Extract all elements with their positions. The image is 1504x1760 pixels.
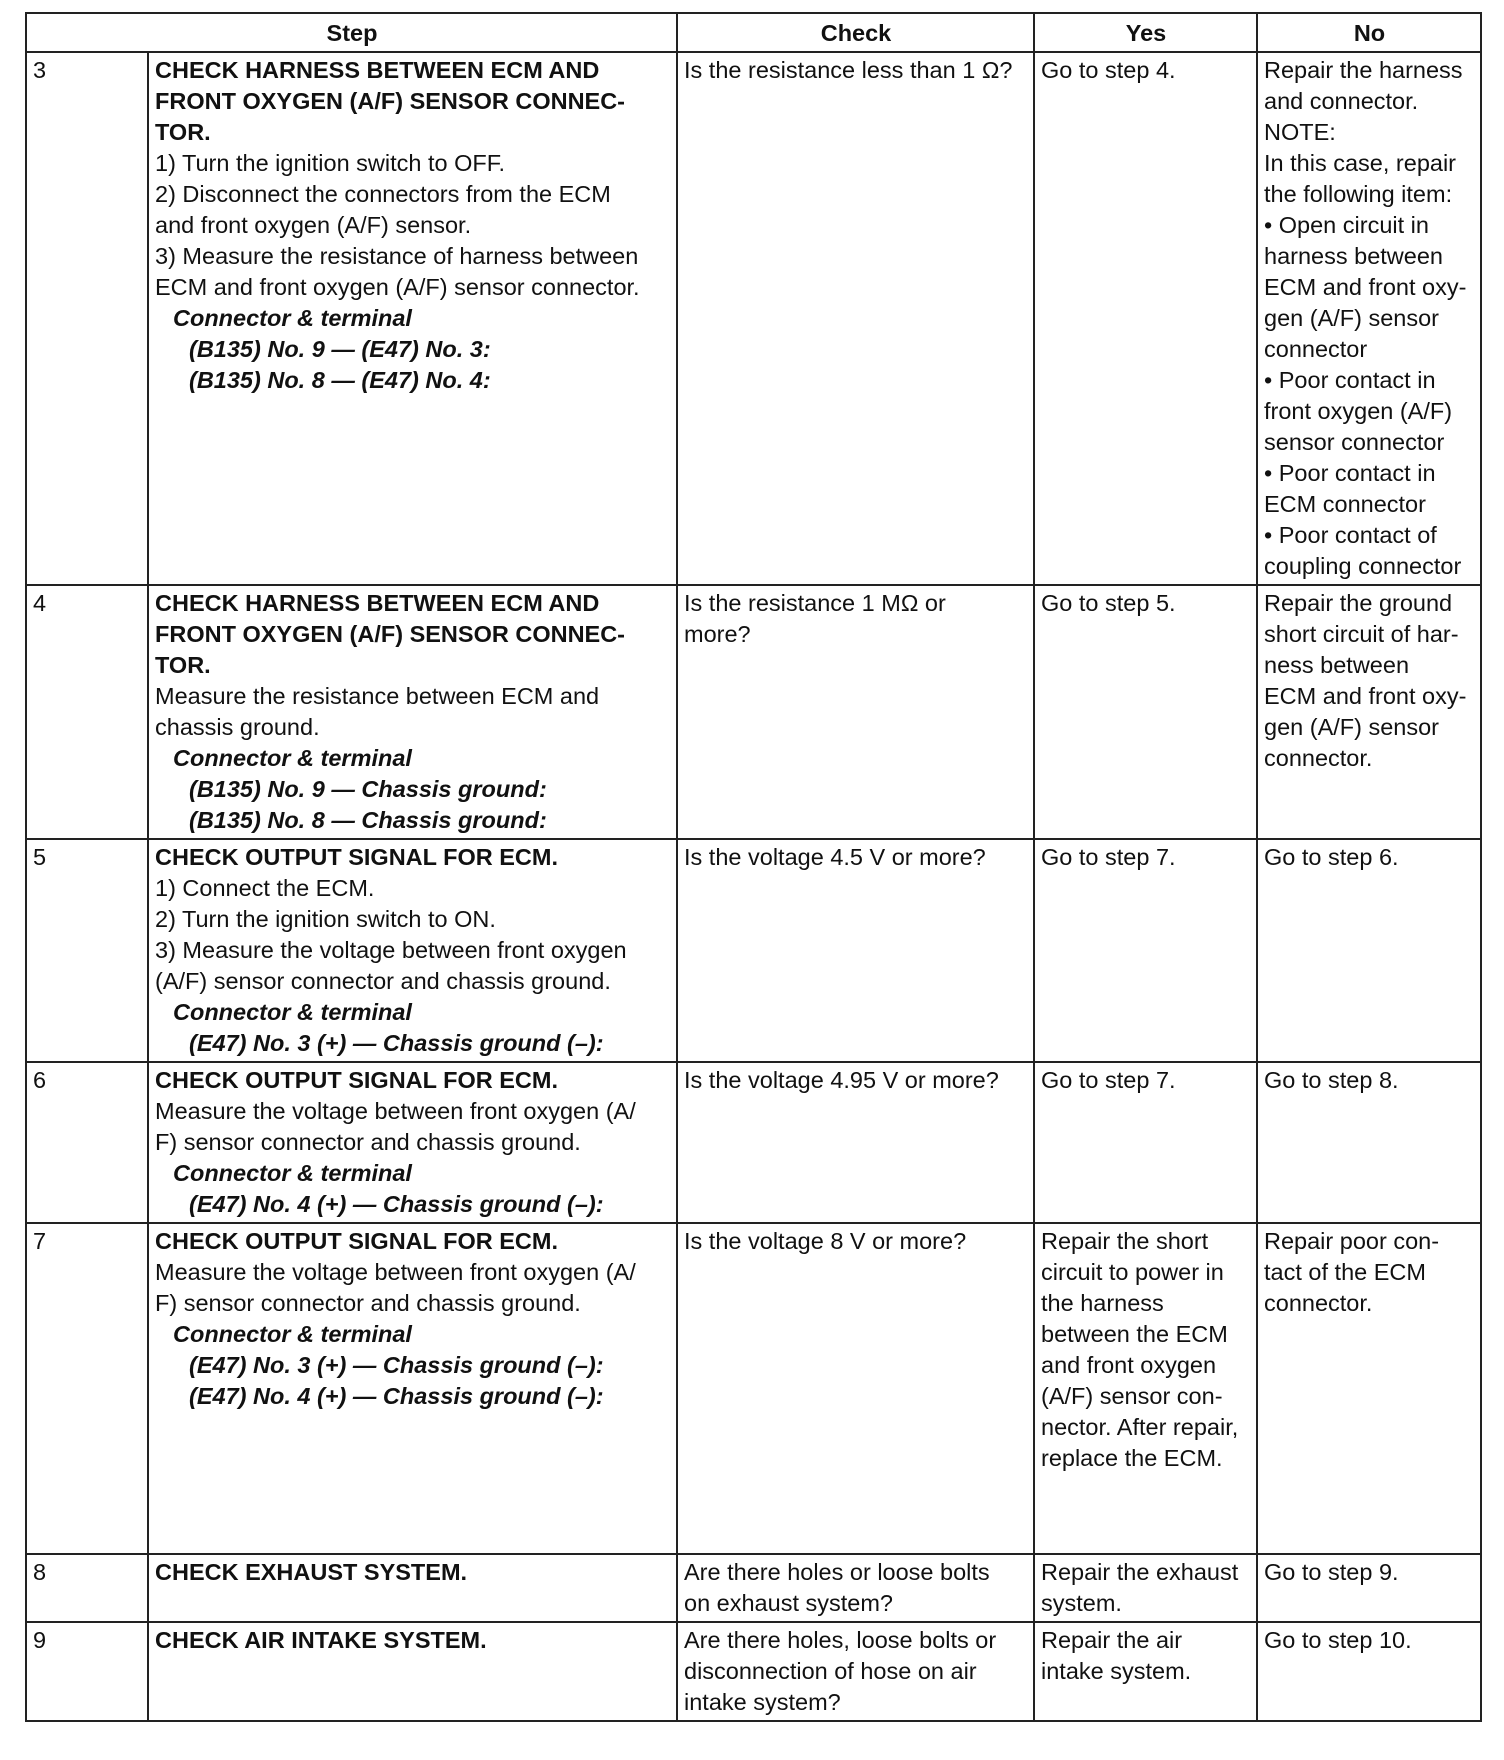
check-text: Is the voltage 4.5 V or more? (684, 844, 986, 870)
step-instruction: Measure the voltage between front oxygen (A/ (155, 1098, 636, 1124)
header-yes: Yes (1034, 13, 1257, 52)
header-step: Step (26, 13, 677, 52)
yes-text: the harness (1041, 1290, 1164, 1316)
check-text: on exhaust system? (684, 1590, 893, 1616)
no-text: connector. (1264, 1290, 1373, 1316)
no-cell (1257, 1062, 1481, 1223)
no-text: • Open circuit in (1264, 212, 1429, 238)
connector-heading: Connector & terminal (173, 305, 412, 331)
step-number: 8 (26, 1554, 148, 1622)
yes-text: Go to step 7. (1041, 844, 1176, 870)
step-instruction: 1) Turn the ignition switch to OFF. (155, 150, 506, 176)
yes-text: Repair the air (1041, 1627, 1183, 1653)
table-row (26, 1554, 1481, 1622)
header-check: Check (677, 13, 1034, 52)
step-cell (148, 1223, 677, 1554)
no-text: Repair poor con- (1264, 1228, 1440, 1254)
step-instruction: and front oxygen (A/F) sensor. (155, 212, 472, 238)
step-number: 4 (26, 585, 148, 839)
yes-text: between the ECM (1041, 1321, 1228, 1347)
no-text: Go to step 9. (1264, 1559, 1399, 1585)
step-title: CHECK AIR INTAKE SYSTEM. (155, 1627, 487, 1653)
yes-cell (1034, 1223, 1257, 1554)
diagnostic-table (25, 12, 1482, 1722)
yes-text: circuit to power in (1041, 1259, 1224, 1285)
step-number: 6 (26, 1062, 148, 1223)
step-instruction: 2) Turn the ignition switch to ON. (155, 906, 496, 932)
step-cell (148, 1554, 677, 1622)
connector-heading: Connector & terminal (173, 999, 412, 1025)
header-no: No (1257, 13, 1481, 52)
no-text: Repair the ground (1264, 590, 1453, 616)
no-text: • Poor contact in (1264, 367, 1436, 393)
step-instruction: 1) Connect the ECM. (155, 875, 375, 901)
table-row (26, 1062, 1481, 1223)
step-title: FRONT OXYGEN (A/F) SENSOR CONNEC- (155, 621, 626, 647)
yes-text: Repair the short (1041, 1228, 1209, 1254)
connector-heading: Connector & terminal (173, 1321, 412, 1347)
no-text: front oxygen (A/F) (1264, 398, 1453, 424)
check-cell (677, 585, 1034, 839)
no-text: Go to step 10. (1264, 1627, 1412, 1653)
no-text: gen (A/F) sensor (1264, 305, 1440, 331)
table-row (26, 52, 1481, 585)
connector-terminal: (E47) No. 4 (+) — Chassis ground (–): (189, 1191, 604, 1217)
header-row (26, 13, 1481, 52)
step-instruction: 3) Measure the resistance of harness between (155, 243, 639, 269)
table-row (26, 585, 1481, 839)
check-text: intake system? (684, 1689, 841, 1715)
yes-text: system. (1041, 1590, 1122, 1616)
yes-text: Go to step 4. (1041, 57, 1176, 83)
no-text: tact of the ECM (1264, 1259, 1426, 1285)
step-instruction: 3) Measure the voltage between front oxygen (155, 937, 627, 963)
step-title: CHECK HARNESS BETWEEN ECM AND (155, 57, 600, 83)
table-row (26, 1622, 1481, 1721)
no-text: Repair the harness (1264, 57, 1463, 83)
yes-text: Go to step 5. (1041, 590, 1176, 616)
connector-terminal: (B135) No. 8 — Chassis ground: (189, 807, 547, 833)
step-title: CHECK OUTPUT SIGNAL FOR ECM. (155, 1067, 558, 1093)
no-text: connector (1264, 336, 1368, 362)
connector-terminal: (E47) No. 4 (+) — Chassis ground (–): (189, 1383, 604, 1409)
check-cell (677, 1062, 1034, 1223)
no-text: harness between (1264, 243, 1443, 269)
connector-terminal: (B135) No. 9 — Chassis ground: (189, 776, 547, 802)
step-title: TOR. (155, 119, 211, 145)
no-text: ness between (1264, 652, 1410, 678)
no-text: and connector. (1264, 88, 1419, 114)
yes-cell (1034, 839, 1257, 1062)
no-cell (1257, 1223, 1481, 1554)
yes-text: and front oxygen (1041, 1352, 1217, 1378)
step-title: TOR. (155, 652, 211, 678)
no-text: ECM and front oxy- (1264, 683, 1467, 709)
step-title: CHECK OUTPUT SIGNAL FOR ECM. (155, 844, 558, 870)
no-text: Go to step 6. (1264, 844, 1399, 870)
no-cell (1257, 1622, 1481, 1721)
step-title: CHECK HARNESS BETWEEN ECM AND (155, 590, 600, 616)
step-cell (148, 1062, 677, 1223)
check-cell (677, 52, 1034, 585)
step-instruction: (A/F) sensor connector and chassis ground. (155, 968, 611, 994)
step-number: 9 (26, 1622, 148, 1721)
step-instruction: chassis ground. (155, 714, 320, 740)
step-instruction: ECM and front oxygen (A/F) sensor connector. (155, 274, 640, 300)
step-cell (148, 1622, 677, 1721)
step-instruction: Measure the resistance between ECM and (155, 683, 600, 709)
yes-text: replace the ECM. (1041, 1445, 1223, 1471)
check-text: Is the resistance less than 1 Ω? (684, 57, 1013, 83)
yes-cell (1034, 52, 1257, 585)
no-text: the following item: (1264, 181, 1453, 207)
no-cell (1257, 585, 1481, 839)
check-cell (677, 1554, 1034, 1622)
yes-text: nector. After repair, (1041, 1414, 1239, 1440)
yes-text: intake system. (1041, 1658, 1192, 1684)
no-text: connector. (1264, 745, 1373, 771)
step-instruction: Measure the voltage between front oxygen (A/ (155, 1259, 636, 1285)
no-text: gen (A/F) sensor (1264, 714, 1440, 740)
step-title: FRONT OXYGEN (A/F) SENSOR CONNEC- (155, 88, 626, 114)
check-cell (677, 839, 1034, 1062)
no-text: Go to step 8. (1264, 1067, 1399, 1093)
check-text: Is the voltage 4.95 V or more? (684, 1067, 999, 1093)
connector-heading: Connector & terminal (173, 1160, 412, 1186)
step-number: 7 (26, 1223, 148, 1554)
yes-text: Go to step 7. (1041, 1067, 1176, 1093)
check-cell (677, 1622, 1034, 1721)
step-cell (148, 52, 677, 585)
yes-cell (1034, 1622, 1257, 1721)
no-cell (1257, 52, 1481, 585)
step-title: CHECK EXHAUST SYSTEM. (155, 1559, 468, 1585)
step-number: 5 (26, 839, 148, 1062)
no-cell (1257, 839, 1481, 1062)
step-instruction: F) sensor connector and chassis ground. (155, 1129, 581, 1155)
check-text: more? (684, 621, 751, 647)
no-text: coupling connector (1264, 553, 1462, 579)
yes-text: Repair the exhaust (1041, 1559, 1239, 1585)
no-text: ECM and front oxy- (1264, 274, 1467, 300)
no-text: NOTE: (1264, 119, 1336, 145)
step-number: 3 (26, 52, 148, 585)
step-instruction: F) sensor connector and chassis ground. (155, 1290, 581, 1316)
no-text: In this case, repair (1264, 150, 1457, 176)
check-text: Are there holes or loose bolts (684, 1559, 990, 1585)
connector-terminal: (E47) No. 3 (+) — Chassis ground (–): (189, 1352, 604, 1378)
no-text: short circuit of har- (1264, 621, 1459, 647)
connector-terminal: (B135) No. 9 — (E47) No. 3: (189, 336, 491, 362)
no-text: • Poor contact of (1264, 522, 1437, 548)
no-text: ECM connector (1264, 491, 1426, 517)
check-text: Is the resistance 1 MΩ or (684, 590, 946, 616)
connector-terminal: (E47) No. 3 (+) — Chassis ground (–): (189, 1030, 604, 1056)
connector-heading: Connector & terminal (173, 745, 412, 771)
check-text: Is the voltage 8 V or more? (684, 1228, 967, 1254)
no-cell (1257, 1554, 1481, 1622)
yes-text: (A/F) sensor con- (1041, 1383, 1223, 1409)
table-row (26, 1223, 1481, 1554)
yes-cell (1034, 1062, 1257, 1223)
step-cell (148, 839, 677, 1062)
connector-terminal: (B135) No. 8 — (E47) No. 4: (189, 367, 491, 393)
step-title: CHECK OUTPUT SIGNAL FOR ECM. (155, 1228, 558, 1254)
yes-cell (1034, 585, 1257, 839)
no-text: sensor connector (1264, 429, 1445, 455)
step-cell (148, 585, 677, 839)
yes-cell (1034, 1554, 1257, 1622)
no-text: • Poor contact in (1264, 460, 1436, 486)
check-text: disconnection of hose on air (684, 1658, 977, 1684)
table-row (26, 839, 1481, 1062)
check-text: Are there holes, loose bolts or (684, 1627, 997, 1653)
step-instruction: 2) Disconnect the connectors from the ECM (155, 181, 611, 207)
check-cell (677, 1223, 1034, 1554)
